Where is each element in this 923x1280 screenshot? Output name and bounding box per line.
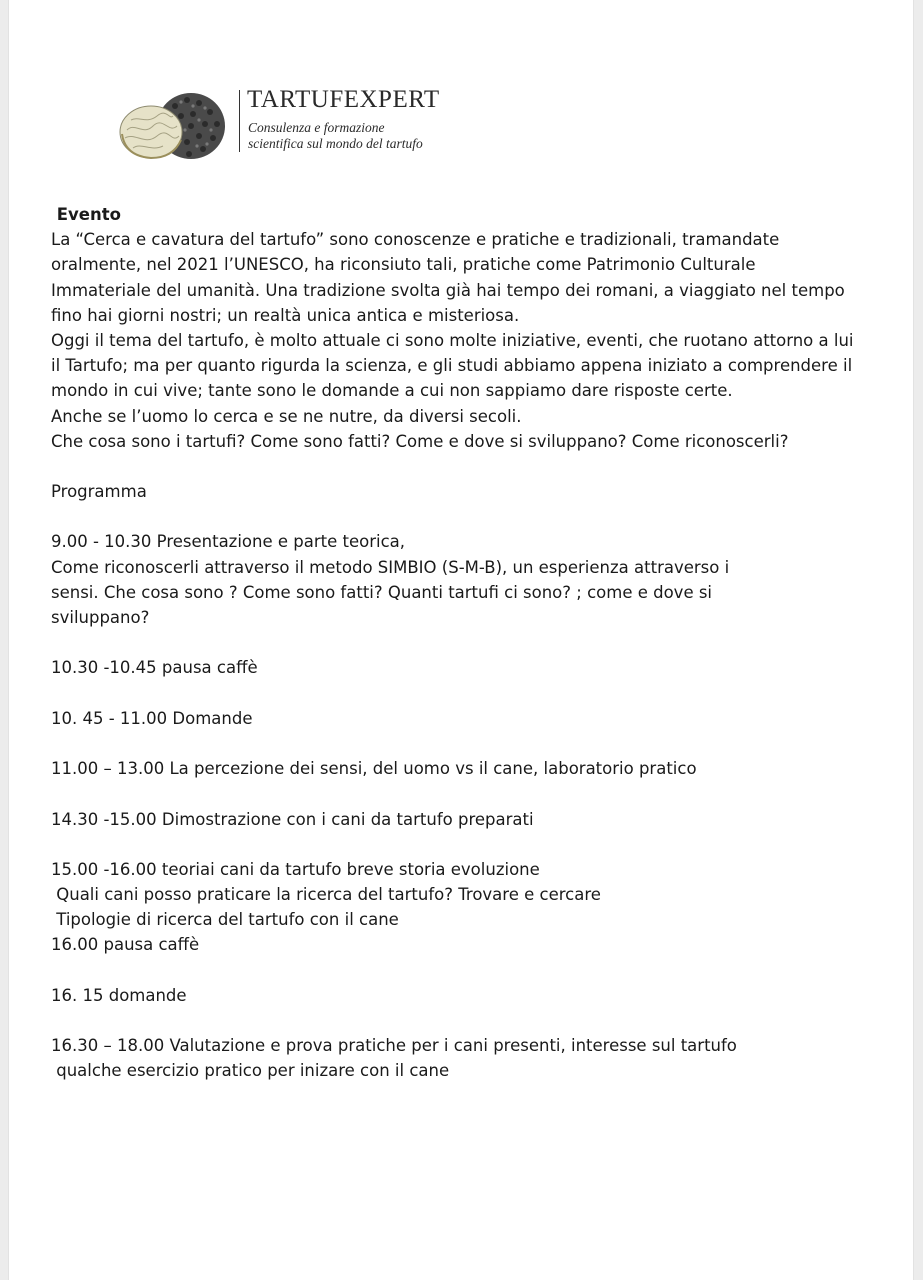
section-heading-evento: Evento	[51, 205, 121, 224]
text-line: Quali cani posso praticare la ricerca del tartufo? Trovare e cercare	[51, 885, 601, 905]
text-line: sensi. Che cosa sono ? Come sono fatti? Quanti tartufi ci sono? ; come e dove si	[51, 582, 713, 602]
schedule-item: 16.30 – 18.00 Valutazione e prova pratiche per i cani presenti, interesse sul tartufo	[51, 1036, 737, 1056]
blank-line	[51, 504, 891, 529]
blank-line	[51, 454, 891, 479]
tagline-line: Consulenza e formazione	[248, 120, 385, 135]
text-line: fino hai giorni nostri; un realtà unica antica e misteriosa.	[51, 305, 520, 325]
document-page	[8, 0, 914, 1280]
section-heading-programma: Programma	[51, 482, 147, 502]
tagline-line: scientifica sul mondo del tartufo	[248, 136, 423, 151]
schedule-item: 9.00 - 10.30 Presentazione e parte teorica,	[51, 532, 406, 552]
document-body	[51, 202, 891, 1084]
blank-line	[51, 630, 891, 655]
text-line: Anche se l’uomo lo cerca e se ne nutre, da diversi secoli.	[51, 406, 522, 426]
blank-line	[51, 958, 891, 983]
text-line: La “Cerca e cavatura del tartufo” sono conoscenze e pratiche e tradizionali, tramandate	[51, 230, 780, 250]
text-line: il Tartufo; ma per quanto rigurda la scienza, e gli studi abbiamo appena iniziato a comprendere il	[51, 356, 853, 376]
text-line: sviluppano?	[51, 608, 150, 627]
brand-tagline	[248, 120, 423, 152]
blank-line	[51, 731, 891, 756]
text-line: qualche esercizio pratico per inizare con il cane	[51, 1061, 450, 1081]
text-line: Tipologie di ricerca del tartufo con il cane	[51, 910, 399, 930]
text-line: Che cosa sono i tartufi? Come sono fatti? Come e dove si sviluppano? Come riconoscerli?	[51, 431, 789, 451]
schedule-item: 11.00 – 13.00 La percezione dei sensi, del uomo vs il cane, laboratorio pratico	[51, 759, 697, 779]
schedule-item: 14.30 -15.00 Dimostrazione con i cani da tartufo preparati	[51, 809, 534, 829]
schedule-item: 16. 15 domande	[51, 985, 187, 1005]
schedule-item: 10.30 -10.45 pausa caffè	[51, 658, 258, 678]
truffle-icon	[113, 86, 233, 164]
brand-name: TARTUFEXPERT	[247, 86, 440, 113]
text-line: mondo in cui vive; tante sono le domande a cui non sappiamo dare risposte certe.	[51, 381, 733, 401]
text-line: Immateriale del umanità. Una tradizione svolta già hai tempo dei romani, a viaggiato nel tempo	[51, 280, 845, 300]
text-line: Come riconoscerli attraverso il metodo SIMBIO (S-M-B), un esperienza attraverso i	[51, 557, 730, 577]
schedule-item: 16.00 pausa caffè	[51, 935, 200, 955]
blank-line	[51, 781, 891, 806]
text-line: oralmente, nel 2021 l’UNESCO, ha riconsiuto tali, pratiche come Patrimonio Culturale	[51, 255, 756, 275]
schedule-item: 10. 45 - 11.00 Domande	[51, 708, 253, 728]
letterhead	[113, 84, 473, 166]
blank-line	[51, 832, 891, 857]
blank-line	[51, 1008, 891, 1033]
logo-divider	[239, 90, 240, 152]
text-line: Oggi il tema del tartufo, è molto attuale ci sono molte iniziative, eventi, che ruotano attorno a lui	[51, 330, 854, 350]
blank-line	[51, 681, 891, 706]
schedule-item: 15.00 -16.00 teoriai cani da tartufo breve storia evoluzione	[51, 859, 540, 879]
